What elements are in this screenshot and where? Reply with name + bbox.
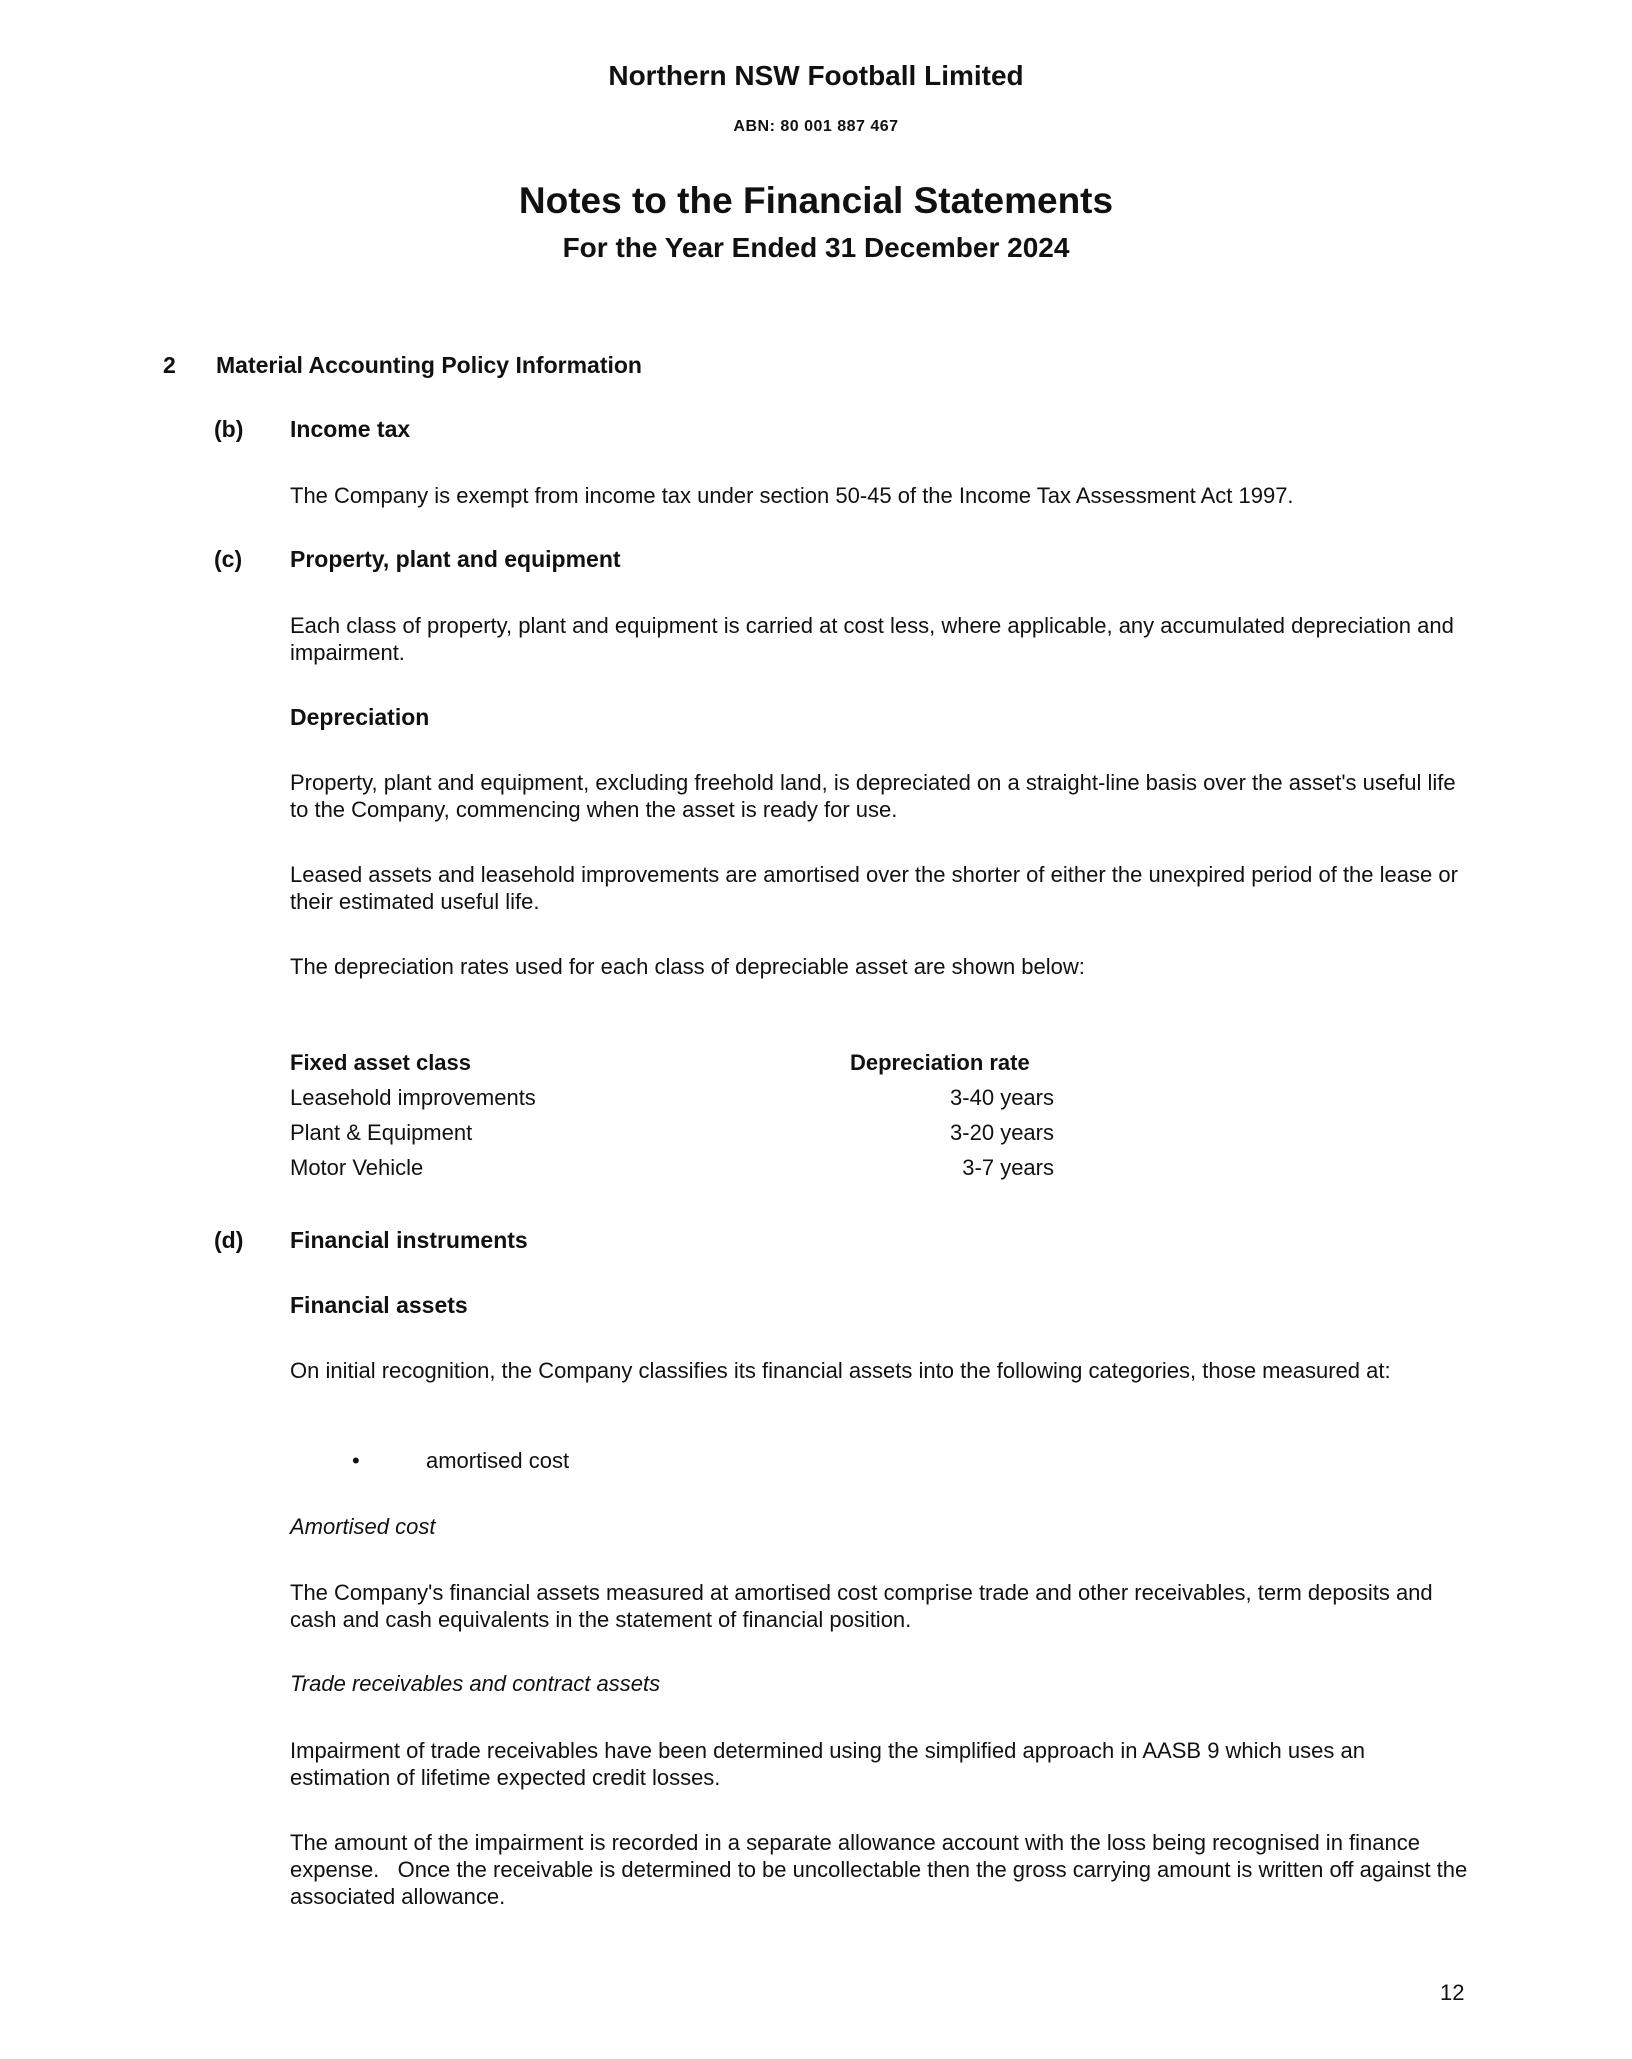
rate-cell: 3-40 years	[950, 1085, 1054, 1110]
asset-class-cell: Plant & Equipment	[290, 1120, 473, 1145]
trade-receivables-text-1: Impairment of trade receivables have been determined using the simplified approach in AASB 9 which uses an estimation of lifetime expected credit losses.	[290, 1738, 1365, 1790]
asset-class-cell: Motor Vehicle	[290, 1155, 424, 1180]
table-header-row	[290, 1050, 1070, 1085]
fin-instruments-title: Financial instruments	[290, 1227, 528, 1253]
trade-receivables-text-2: The amount of the impairment is recorded in a separate allowance account with the loss being recognised in finance expense. Once the receivable is determined to be uncollectable then the gross carrying amount is written off against the associated allowance.	[290, 1830, 1474, 1909]
bullet-item: amortised cost	[426, 1448, 570, 1473]
ppe-text: Each class of property, plant and equipment is carried at cost less, where applicable, any accumulated depreciation and impairment.	[290, 613, 1454, 665]
financial-assets-text: On initial recognition, the Company classifies its financial assets into the following categories, those measured at:	[290, 1358, 1391, 1383]
table-row	[290, 1085, 1070, 1120]
ppe-label: (c)	[214, 546, 243, 572]
header-depreciation-rate: Depreciation rate	[850, 1050, 1030, 1075]
depreciation-table	[290, 1050, 1070, 1190]
income-tax-text: The Company is exempt from income tax under section 50-45 of the Income Tax Assessment Act 1997.	[290, 483, 1294, 508]
depreciation-text-3: The depreciation rates used for each class of depreciable asset are shown below:	[290, 954, 1085, 979]
amortised-cost-text: The Company's financial assets measured at amortised cost comprise trade and other receivables, term deposits and cash and cash equivalents in the statement of financial position.	[290, 1580, 1433, 1632]
rate-cell: 3-20 years	[950, 1120, 1054, 1145]
ppe-title: Property, plant and equipment	[290, 546, 621, 572]
section-number: 2	[163, 352, 176, 378]
page-subtitle: For the Year Ended 31 December 2024	[562, 232, 1070, 263]
table-row	[290, 1120, 1070, 1155]
page-title: Notes to the Financial Statements	[518, 180, 1114, 221]
depreciation-text-1: Property, plant and equipment, excluding freehold land, is depreciated on a straight-line basis over the asset's useful life to the Company, commencing when the asset is ready for use.	[290, 770, 1456, 822]
abn-number: ABN: 80 001 887 467	[733, 118, 899, 135]
income-tax-label: (b)	[214, 416, 244, 442]
rate-cell: 3-7 years	[962, 1155, 1054, 1180]
depreciation-text-2: Leased assets and leasehold improvements are amortised over the shorter of either the unexpired period of the lease or their estimated useful life.	[290, 862, 1458, 914]
header-asset-class: Fixed asset class	[290, 1050, 472, 1075]
depreciation-heading: Depreciation	[290, 704, 430, 730]
income-tax-title: Income tax	[290, 416, 411, 442]
page-number: 12	[1440, 1980, 1465, 2005]
table-row	[290, 1155, 1070, 1190]
amortised-cost-heading: Amortised cost	[290, 1514, 436, 1539]
trade-receivables-heading: Trade receivables and contract assets	[290, 1671, 661, 1696]
asset-class-cell: Leasehold improvements	[290, 1085, 536, 1110]
bullet-icon: •	[352, 1448, 360, 1473]
section-title: Material Accounting Policy Information	[216, 352, 642, 378]
financial-assets-heading: Financial assets	[290, 1292, 468, 1318]
company-name: Northern NSW Football Limited	[608, 60, 1024, 91]
fin-instruments-label: (d)	[214, 1227, 244, 1253]
